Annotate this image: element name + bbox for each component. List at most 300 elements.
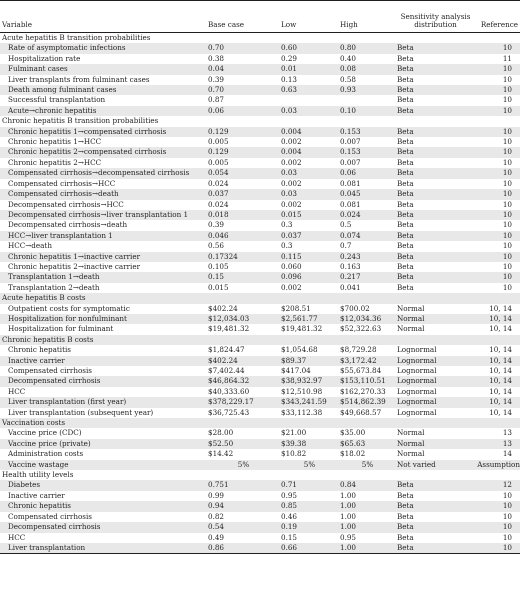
- high-cell: $153,110.51: [340, 376, 386, 386]
- low-cell: 0.002: [281, 157, 302, 167]
- low-cell: $19,481.32: [281, 324, 323, 334]
- variable-cell: Transplantation 2→death: [8, 282, 100, 292]
- variable-cell: Chronic hepatitis 1→inactive carrier: [8, 251, 141, 261]
- table-row: [0, 324, 520, 334]
- variable-cell: Vaccine price (private): [8, 438, 91, 448]
- table-row: [0, 283, 520, 293]
- low-cell: 0.015: [281, 209, 302, 219]
- reference-cell: 10: [502, 74, 512, 84]
- reference-cell: 10, 14: [489, 324, 512, 334]
- base-case-cell: 0.39: [208, 74, 225, 84]
- reference-cell: 10, 14: [489, 376, 512, 386]
- distribution-cell: Beta: [397, 126, 414, 136]
- base-case-cell: 0.005: [208, 137, 229, 147]
- distribution-cell: Beta: [397, 251, 414, 261]
- low-cell: $208.51: [281, 303, 311, 313]
- base-case-cell: 0.86: [206, 543, 279, 554]
- table-row: [0, 200, 520, 210]
- table-row: [0, 314, 520, 324]
- high-cell: $700.02: [340, 303, 370, 313]
- base-case-cell: 0.39: [208, 220, 225, 230]
- high-cell: 0.84: [340, 480, 357, 490]
- table-row: [0, 54, 520, 64]
- variable-cell: Outpatient costs for symptomatic: [8, 303, 130, 313]
- table-row: [0, 366, 520, 376]
- table-row: [0, 397, 520, 407]
- low-cell: $21.00: [281, 428, 307, 438]
- reference-cell: 10: [502, 137, 512, 147]
- reference-cell: 10, 14: [489, 366, 512, 375]
- distribution-cell: Normal: [397, 449, 425, 459]
- high-cell: $12,034.36: [340, 313, 382, 323]
- low-cell: $417.04: [281, 366, 311, 375]
- base-case-cell: $378,229.17: [208, 397, 254, 407]
- variable-cell: Decompensated cirrhosis: [8, 376, 101, 386]
- section-title: Acute hepatitis B costs: [2, 293, 86, 303]
- high-cell: 0.7: [340, 241, 352, 251]
- high-cell: 0.153: [340, 147, 361, 157]
- high-cell: 0.153: [340, 126, 361, 136]
- high-cell: $162,270.33: [340, 386, 386, 396]
- high-cell: 0.074: [340, 230, 361, 240]
- reference-cell: 10: [502, 209, 512, 219]
- distribution-cell: Beta: [397, 532, 414, 542]
- high-cell: $18.02: [340, 449, 366, 459]
- high-cell: 0.007: [340, 137, 361, 147]
- table-row: [0, 272, 520, 282]
- reference-cell: 11: [502, 53, 512, 63]
- high-cell: 0.58: [340, 74, 357, 84]
- distribution-cell: Lognormal: [397, 397, 437, 407]
- table-row: [0, 449, 520, 459]
- distribution-cell: Lognormal: [397, 376, 437, 386]
- high-cell: 0.217: [340, 272, 361, 282]
- table-row: [0, 179, 520, 189]
- table-row: [0, 220, 520, 230]
- base-case-cell: 0.54: [208, 522, 225, 532]
- high-cell: 0.163: [340, 261, 361, 271]
- low-cell: 0.004: [281, 126, 302, 136]
- header-high: High: [338, 1, 395, 33]
- base-case-cell: 0.005: [208, 157, 229, 167]
- variable-cell: Vaccine wastage: [8, 459, 69, 469]
- low-cell: 0.03: [281, 105, 298, 115]
- high-cell: 0.08: [340, 64, 357, 74]
- base-case-cell: $19,481.32: [208, 324, 250, 334]
- high-cell: 0.10: [340, 105, 357, 115]
- low-cell: $1,054.68: [281, 345, 318, 355]
- distribution-cell: Normal: [397, 428, 425, 438]
- high-cell: 0.081: [340, 199, 361, 209]
- header-row: [0, 1, 520, 33]
- variable-cell: Chronic hepatitis 2→inactive carrier: [8, 261, 141, 271]
- low-cell: $38,932.97: [281, 376, 323, 386]
- table-row: [0, 387, 520, 397]
- base-case-cell: 5%: [237, 459, 250, 469]
- header-variable: Variable: [0, 1, 206, 33]
- low-cell: 0.3: [281, 220, 293, 230]
- base-case-cell: 0.56: [208, 241, 225, 251]
- base-case-cell: 0.17324: [208, 251, 238, 261]
- distribution-cell: Beta: [395, 543, 474, 554]
- low-cell: 0.19: [281, 522, 298, 532]
- base-case-cell: $402.24: [208, 303, 238, 313]
- base-case-cell: $402.24: [208, 355, 238, 365]
- distribution-cell: Beta: [397, 241, 414, 251]
- low-cell: 0.002: [281, 137, 302, 147]
- table-row: [0, 543, 520, 554]
- variable-cell: Diabetes: [8, 480, 41, 490]
- table-row: [0, 491, 520, 501]
- base-case-cell: 0.99: [208, 490, 225, 500]
- variable-cell: Compensated cirrhosis→HCC: [8, 178, 116, 188]
- table-body: [0, 33, 520, 554]
- base-case-cell: 0.105: [208, 261, 229, 271]
- table-row: [0, 64, 520, 74]
- reference-cell: 10, 14: [489, 397, 512, 407]
- low-cell: 0.002: [281, 282, 302, 292]
- reference-cell: 10: [502, 230, 512, 240]
- reference-cell: 13: [502, 428, 512, 438]
- variable-cell: Chronic hepatitis 2→compensated cirrhosis: [8, 147, 167, 157]
- high-cell: $35.00: [340, 428, 366, 438]
- table-row: [0, 408, 520, 418]
- variable-cell: Liver transplantation: [0, 543, 206, 554]
- section-row: [0, 470, 520, 480]
- reference-cell: Assumption: [477, 459, 520, 469]
- table-row: [0, 428, 520, 438]
- table-row: [0, 127, 520, 137]
- low-cell: 0.29: [281, 53, 298, 63]
- high-cell: $3,172.42: [340, 355, 377, 365]
- low-cell: 0.115: [281, 251, 302, 261]
- base-case-cell: 0.04: [208, 64, 225, 74]
- low-cell: 0.85: [281, 501, 298, 511]
- low-cell: $89.37: [281, 355, 307, 365]
- table-header: [0, 1, 520, 33]
- base-case-cell: 0.024: [208, 199, 229, 209]
- table-row: [0, 252, 520, 262]
- table-row: [0, 480, 520, 490]
- low-cell: 0.63: [281, 85, 298, 95]
- variable-cell: HCC: [8, 532, 26, 542]
- distribution-cell: Beta: [397, 43, 414, 53]
- table-row: [0, 356, 520, 366]
- low-cell: 0.01: [281, 64, 298, 74]
- variable-cell: Inactive carrier: [8, 355, 65, 365]
- variable-cell: Liver transplantation (subsequent year): [8, 407, 154, 417]
- variable-cell: Hospitalization rate: [8, 53, 81, 63]
- variable-cell: Chronic hepatitis: [8, 501, 71, 511]
- high-cell: 5%: [361, 459, 374, 469]
- base-case-cell: 0.87: [208, 95, 225, 105]
- section-title: Chronic hepatitis B transition probabilities: [2, 116, 159, 126]
- low-cell: [279, 95, 338, 105]
- reference-cell: 10: [502, 189, 512, 199]
- section-title: Vaccination costs: [2, 418, 66, 428]
- table-row: [0, 168, 520, 178]
- low-cell: 0.60: [281, 43, 298, 53]
- high-cell: 1.00: [340, 490, 357, 500]
- low-cell: $343,241.59: [281, 397, 327, 407]
- table-row: [0, 158, 520, 168]
- distribution-cell: Beta: [397, 178, 414, 188]
- section-title: Health utility levels: [2, 470, 74, 480]
- high-cell: 0.045: [340, 189, 361, 199]
- reference-cell: 10: [502, 272, 512, 282]
- distribution-cell: Beta: [397, 147, 414, 157]
- distribution-cell: Beta: [397, 282, 414, 292]
- table-row: [0, 376, 520, 386]
- variable-cell: Liver transplantation (first year): [8, 397, 127, 407]
- distribution-cell: Beta: [397, 137, 414, 147]
- base-case-cell: 0.70: [208, 43, 225, 53]
- distribution-cell: Beta: [397, 230, 414, 240]
- distribution-cell: Beta: [397, 105, 414, 115]
- section-title: Chronic hepatitis B costs: [2, 334, 94, 344]
- reference-cell: 10, 14: [489, 386, 512, 396]
- base-case-cell: 0.129: [208, 147, 229, 157]
- base-case-cell: $12,034.03: [208, 313, 250, 323]
- distribution-cell: Beta: [397, 220, 414, 230]
- variable-cell: Chronic hepatitis 1→compensated cirrhosis: [8, 126, 167, 136]
- distribution-cell: Beta: [397, 490, 414, 500]
- high-cell: 0.95: [340, 532, 357, 542]
- distribution-cell: Lognormal: [397, 407, 437, 417]
- distribution-cell: Beta: [397, 85, 414, 95]
- base-case-cell: $40,333.60: [208, 386, 250, 396]
- low-cell: 0.004: [281, 147, 302, 157]
- section-row: [0, 293, 520, 303]
- distribution-cell: Lognormal: [397, 386, 437, 396]
- reference-cell: 10: [502, 199, 512, 209]
- variable-cell: Liver transplants from fulminant cases: [8, 74, 150, 84]
- base-case-cell: 0.94: [208, 501, 225, 511]
- table-row: [0, 304, 520, 314]
- section-title: Acute hepatitis B transition probabilities: [2, 33, 151, 42]
- low-cell: 0.46: [281, 511, 298, 521]
- variable-cell: Decompensated cirrhosis→death: [8, 220, 128, 230]
- table-row: [0, 231, 520, 241]
- reference-cell: 10: [502, 43, 512, 53]
- low-cell: $33,112.38: [281, 407, 323, 417]
- base-case-cell: 0.015: [208, 282, 229, 292]
- low-cell: 0.096: [281, 272, 302, 282]
- variable-cell: Fulminant cases: [8, 64, 68, 74]
- reference-cell: 10: [502, 261, 512, 271]
- high-cell: $49,668.57: [340, 407, 382, 417]
- variable-cell: Chronic hepatitis 2→HCC: [8, 157, 102, 167]
- base-case-cell: 0.054: [208, 168, 229, 178]
- distribution-cell: Beta: [397, 261, 414, 271]
- reference-cell: 10: [502, 522, 512, 532]
- high-cell: 0.80: [340, 43, 357, 53]
- low-cell: $10.82: [281, 449, 307, 459]
- variable-cell: Acute→chronic hepatitis: [8, 105, 97, 115]
- high-cell: $55,673.84: [340, 366, 382, 375]
- distribution-cell: Beta: [397, 64, 414, 74]
- low-cell: 0.060: [281, 261, 302, 271]
- reference-cell: 10: [502, 85, 512, 95]
- base-case-cell: 0.06: [208, 105, 225, 115]
- base-case-cell: $46,864.32: [208, 376, 250, 386]
- table-row: [0, 460, 520, 470]
- high-cell: $8,729.28: [340, 345, 377, 355]
- base-case-cell: 0.82: [208, 511, 225, 521]
- reference-cell: 10: [502, 220, 512, 230]
- table-row: [0, 533, 520, 543]
- distribution-cell: Beta: [397, 272, 414, 282]
- distribution-cell: Beta: [397, 199, 414, 209]
- variable-cell: Chronic hepatitis: [8, 345, 71, 355]
- header-reference: Reference: [474, 1, 520, 33]
- distribution-cell: Beta: [397, 501, 414, 511]
- variable-cell: Decompensated cirrhosis→HCC: [8, 199, 124, 209]
- variable-cell: Compensated cirrhosis: [8, 366, 92, 375]
- distribution-cell: Beta: [397, 480, 414, 490]
- distribution-cell: Normal: [397, 313, 425, 323]
- reference-cell: 10, 14: [489, 313, 512, 323]
- high-cell: 0.06: [340, 168, 357, 178]
- reference-cell: 10: [502, 126, 512, 136]
- base-case-cell: $52.50: [208, 438, 234, 448]
- base-case-cell: $14.42: [208, 449, 234, 459]
- low-cell: $12,510.98: [281, 386, 323, 396]
- base-case-cell: $1,824.47: [208, 345, 245, 355]
- high-cell: $52,322.63: [340, 324, 382, 334]
- low-cell: 0.3: [281, 241, 293, 251]
- variable-cell: HCC→death: [8, 241, 52, 251]
- low-cell: 0.71: [281, 480, 298, 490]
- distribution-cell: Normal: [397, 438, 425, 448]
- variable-cell: Vaccine price (CDC): [8, 428, 82, 438]
- distribution-cell: Beta: [397, 168, 414, 178]
- reference-cell: 14: [502, 449, 512, 459]
- section-row: [0, 116, 520, 126]
- variable-cell: Administration costs: [8, 449, 84, 459]
- table-row: [0, 106, 520, 116]
- reference-cell: 10: [502, 251, 512, 261]
- base-case-cell: 0.018: [208, 209, 229, 219]
- variable-cell: Rate of asymptomatic infections: [8, 43, 126, 53]
- variable-cell: HCC→liver transplantation 1: [8, 230, 113, 240]
- variable-cell: Compensated cirrhosis→death: [8, 189, 119, 199]
- variable-cell: Decompensated cirrhosis→liver transplantation 1: [8, 209, 189, 219]
- section-row: [0, 418, 520, 428]
- distribution-cell: Beta: [397, 522, 414, 532]
- table-row: [0, 241, 520, 251]
- distribution-cell: Lognormal: [397, 355, 437, 365]
- low-cell: 0.15: [281, 532, 298, 542]
- low-cell: 0.95: [281, 490, 298, 500]
- reference-cell: 10: [502, 532, 512, 542]
- reference-cell: 10: [502, 178, 512, 188]
- low-cell: 5%: [303, 459, 316, 469]
- reference-cell: 10: [502, 95, 512, 105]
- distribution-cell: Lognormal: [397, 366, 437, 375]
- reference-cell: 10: [502, 168, 512, 178]
- high-cell: 0.007: [340, 157, 361, 167]
- base-case-cell: $28.00: [208, 428, 234, 438]
- variable-cell: Compensated cirrhosis: [8, 511, 92, 521]
- reference-cell: 12: [502, 480, 512, 490]
- reference-cell: 10: [502, 282, 512, 292]
- high-cell: 0.40: [340, 53, 357, 63]
- section-row: [0, 33, 520, 44]
- section-row: [0, 335, 520, 345]
- base-case-cell: 0.024: [208, 178, 229, 188]
- reference-cell: 10: [502, 64, 512, 74]
- variable-cell: Death among fulminant cases: [8, 85, 117, 95]
- table-row: [0, 189, 520, 199]
- low-cell: $2,561.77: [281, 313, 318, 323]
- reference-cell: 10: [502, 511, 512, 521]
- base-case-cell: $7,402.44: [208, 366, 245, 375]
- reference-cell: 13: [502, 438, 512, 448]
- reference-cell: 10, 14: [489, 303, 512, 313]
- reference-cell: 10: [502, 105, 512, 115]
- high-cell: $65.63: [340, 438, 366, 448]
- low-cell: 0.002: [281, 199, 302, 209]
- table-row: [0, 501, 520, 511]
- high-cell: 0.041: [340, 282, 361, 292]
- table-row: [0, 43, 520, 53]
- high-cell: 0.243: [340, 251, 361, 261]
- high-cell: 0.024: [340, 209, 361, 219]
- reference-cell: 10: [502, 501, 512, 511]
- base-case-cell: 0.037: [208, 189, 229, 199]
- variable-cell: Inactive carrier: [8, 490, 65, 500]
- header-distribution: Sensitivity analysis distribution: [395, 1, 474, 33]
- reference-cell: 10: [502, 490, 512, 500]
- reference-cell: 10: [502, 241, 512, 251]
- low-cell: 0.037: [281, 230, 302, 240]
- variable-cell: Decompensated cirrhosis: [8, 522, 101, 532]
- distribution-cell: Beta: [397, 53, 414, 63]
- table-row: [0, 75, 520, 85]
- distribution-cell: Beta: [397, 95, 414, 105]
- reference-cell: 10, 14: [489, 355, 512, 365]
- variable-cell: Transplantation 1→death: [8, 272, 100, 282]
- reference-cell: 10: [502, 147, 512, 157]
- base-case-cell: 0.046: [208, 230, 229, 240]
- base-case-cell: 0.38: [208, 53, 225, 63]
- high-cell: 1.00: [340, 501, 357, 511]
- reference-cell: 10, 14: [489, 345, 512, 355]
- high-cell: 1.00: [340, 511, 357, 521]
- distribution-cell: Beta: [397, 511, 414, 521]
- distribution-cell: Beta: [397, 157, 414, 167]
- distribution-cell: Lognormal: [397, 345, 437, 355]
- header-low: Low: [279, 1, 338, 33]
- low-cell: 0.13: [281, 74, 298, 84]
- table-row: [0, 522, 520, 532]
- reference-cell: 10, 14: [489, 407, 512, 417]
- low-cell: 0.03: [281, 189, 298, 199]
- base-case-cell: $36,725.43: [208, 407, 250, 417]
- base-case-cell: 0.15: [208, 272, 225, 282]
- variable-cell: HCC: [8, 386, 26, 396]
- header-base-case: Base case: [206, 1, 279, 33]
- high-cell: 0.93: [340, 85, 357, 95]
- base-case-cell: 0.129: [208, 126, 229, 136]
- variable-cell: Compensated cirrhosis→decompensated cirrhosis: [8, 168, 190, 178]
- table-row: [0, 85, 520, 95]
- low-cell: 0.03: [281, 168, 298, 178]
- high-cell: [338, 95, 395, 105]
- distribution-cell: Not varied: [397, 459, 436, 469]
- variable-cell: Successful transplantation: [8, 95, 106, 105]
